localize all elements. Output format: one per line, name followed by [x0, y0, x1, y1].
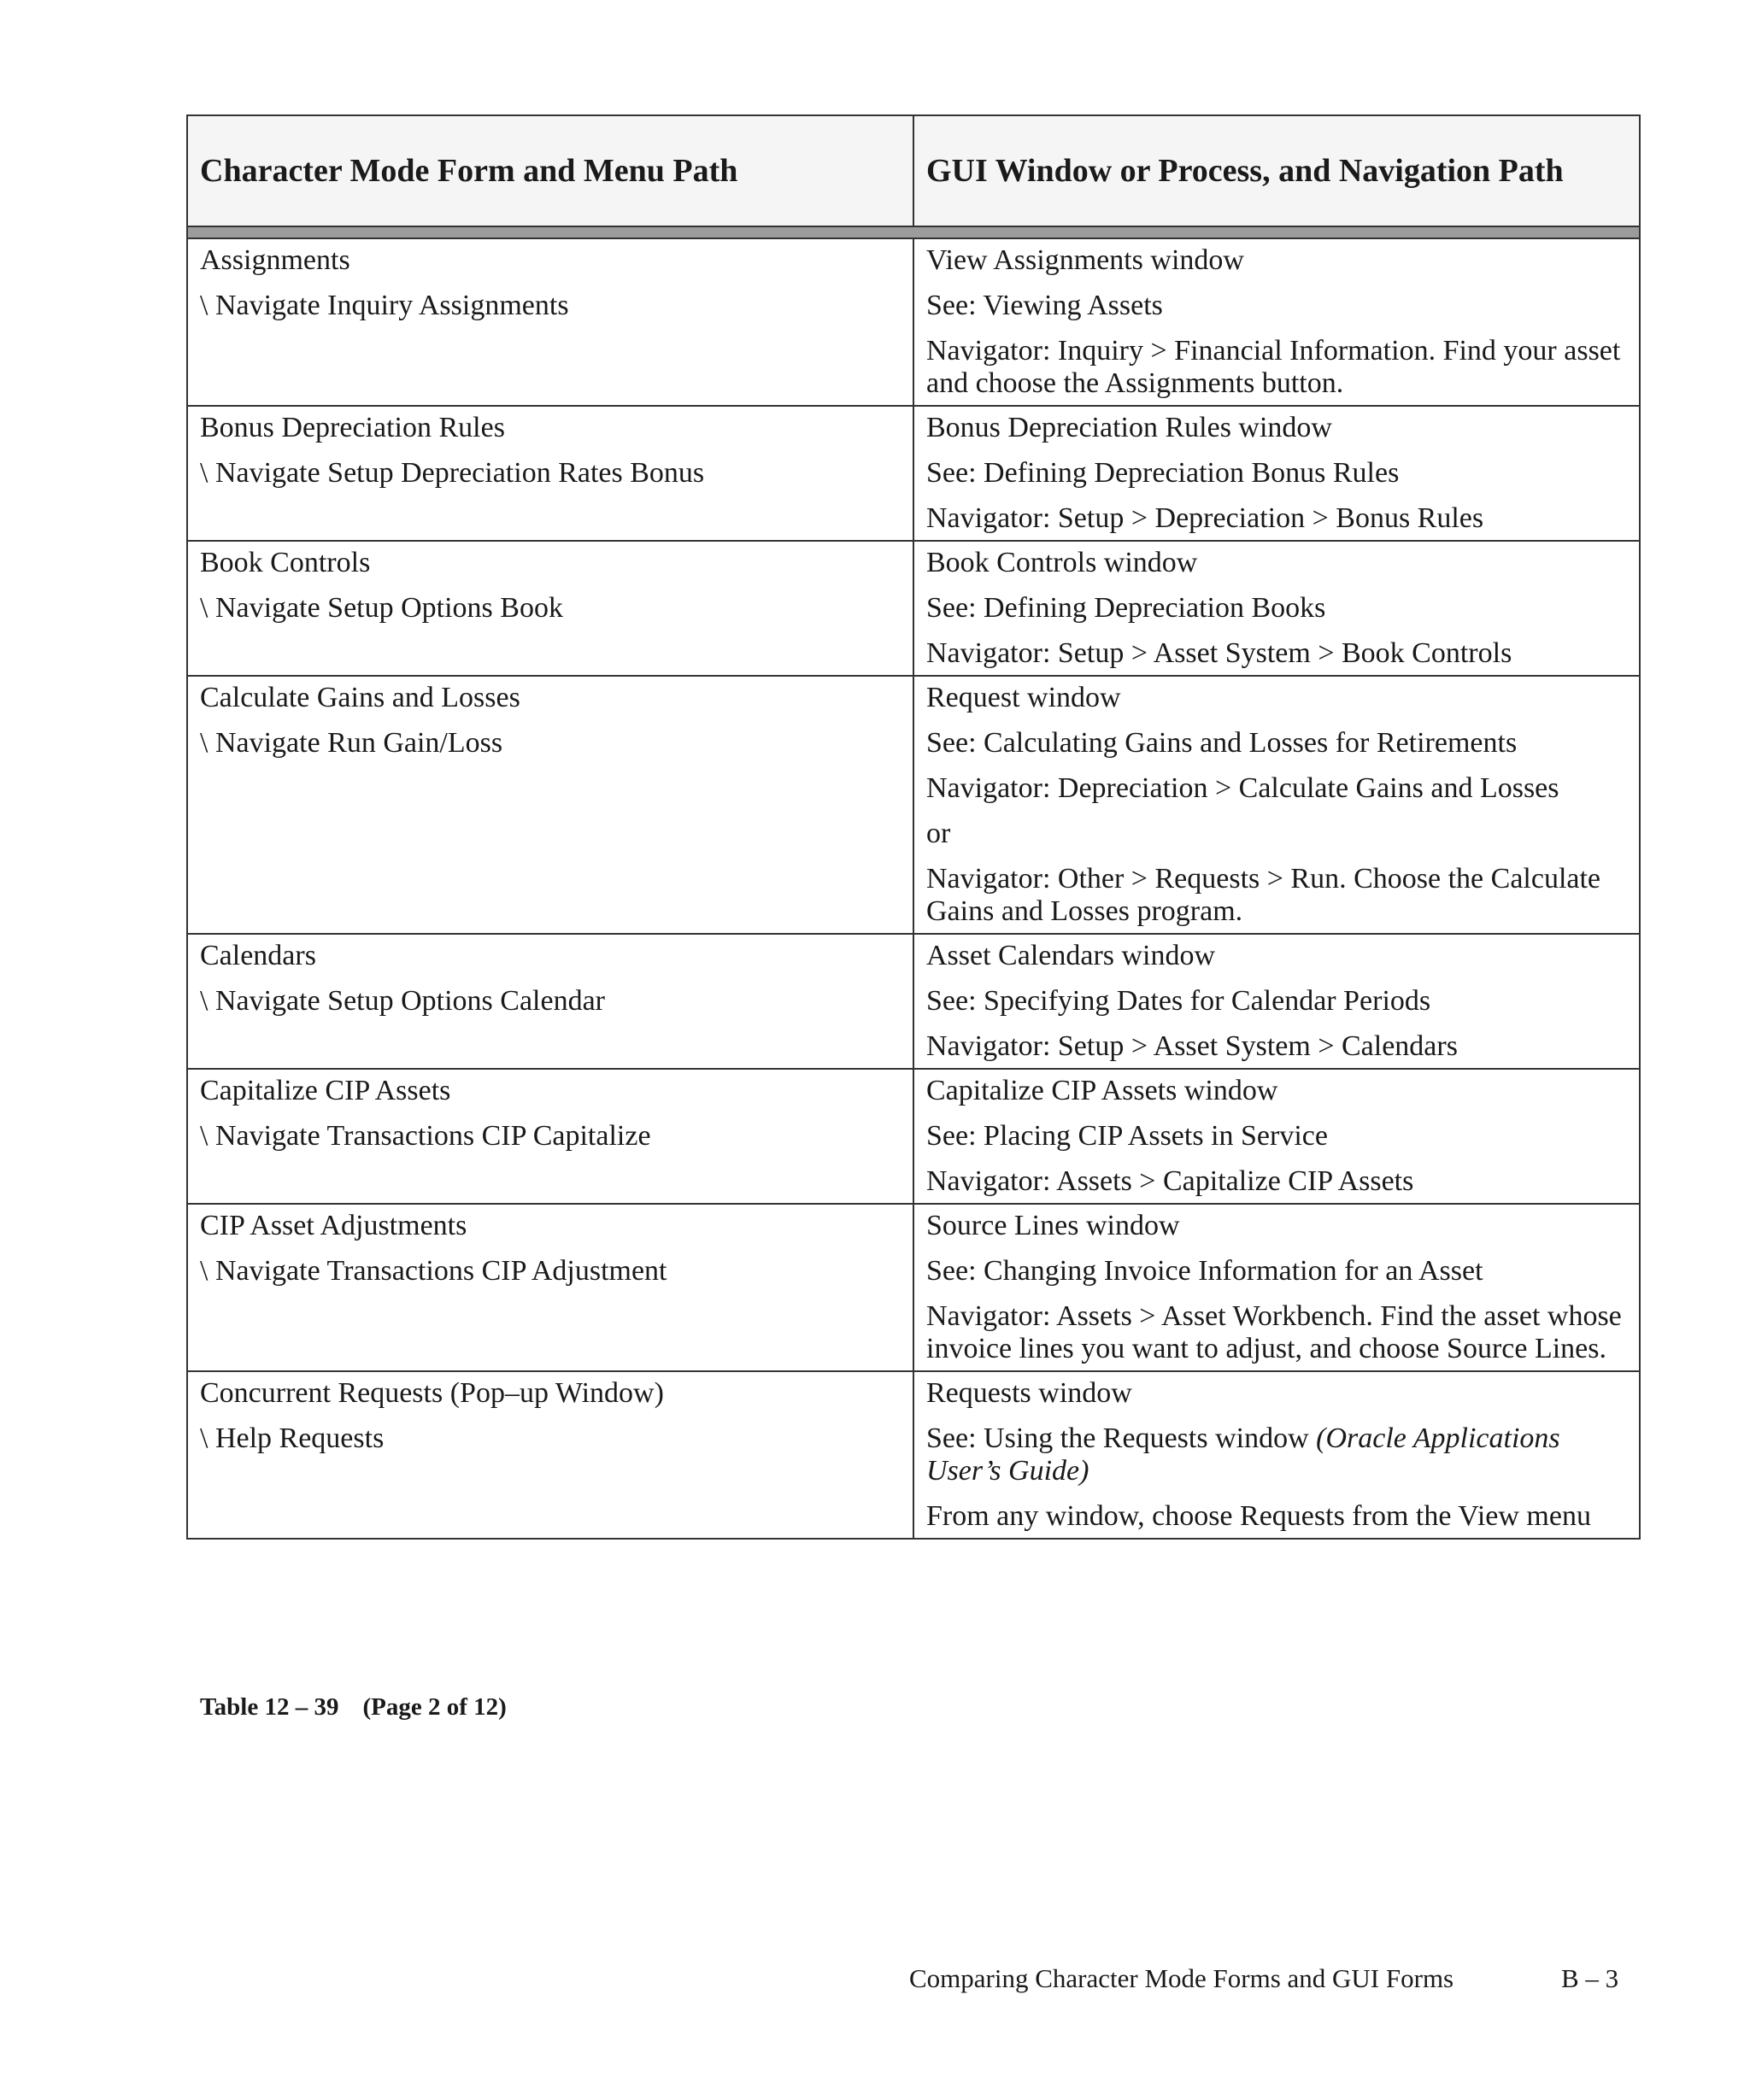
see-reference: See: Calculating Gains and Losses for Retirements	[926, 727, 1518, 759]
character-mode-cell	[187, 406, 913, 541]
see-reference: See: Specifying Dates for Calendar Periods	[926, 985, 1431, 1017]
character-mode-cell	[187, 676, 913, 934]
table-row	[187, 541, 1640, 676]
window-name: View Assignments window	[926, 244, 1244, 276]
footer-title: Comparing Character Mode Forms and GUI Forms	[909, 1963, 1454, 1993]
gui-window-cell	[913, 238, 1640, 406]
form-name: Bonus Depreciation Rules	[200, 412, 505, 443]
gui-window-cell	[913, 1371, 1640, 1539]
navigator-path: Navigator: Setup > Asset System > Calendars	[926, 1030, 1458, 1062]
form-name: Capitalize CIP Assets	[200, 1075, 451, 1106]
table-row	[187, 1069, 1640, 1204]
form-name: Concurrent Requests (Pop–up Window)	[200, 1377, 664, 1409]
character-mode-cell	[187, 541, 913, 676]
menu-path: \ Navigate Inquiry Assignments	[200, 290, 569, 321]
see-reference: See: Changing Invoice Information for an Asset	[926, 1255, 1483, 1287]
menu-path: \ Navigate Transactions CIP Adjustment	[200, 1255, 667, 1287]
table-caption	[200, 1693, 507, 1722]
window-name: Capitalize CIP Assets window	[926, 1075, 1278, 1106]
gui-window-cell	[913, 541, 1640, 676]
gui-window-cell	[913, 676, 1640, 934]
window-name: Book Controls window	[926, 547, 1198, 578]
character-mode-cell	[187, 1069, 913, 1204]
navigator-path: Navigator: Depreciation > Calculate Gains and Losses	[926, 772, 1559, 804]
page-info: (Page 2 of 12)	[362, 1693, 507, 1721]
table-number: Table 12 – 39	[200, 1693, 339, 1721]
window-name: Source Lines window	[926, 1210, 1180, 1241]
character-mode-cell	[187, 1204, 913, 1371]
footer-page-number: B – 3	[1561, 1963, 1619, 1993]
navigator-path-alternate: Navigator: Other > Requests > Run. Choose the Calculate Gains and Losses program.	[926, 863, 1601, 927]
column-header-gui-window: GUI Window or Process, and Navigation Path	[913, 115, 1640, 226]
form-name: Book Controls	[200, 547, 371, 578]
navigator-path: Navigator: Setup > Asset System > Book Controls	[926, 637, 1512, 669]
character-mode-cell	[187, 1371, 913, 1539]
menu-path: \ Navigate Setup Options Book	[200, 592, 563, 624]
gui-window-cell	[913, 1069, 1640, 1204]
form-name: CIP Asset Adjustments	[200, 1210, 467, 1241]
table-row	[187, 238, 1640, 406]
gui-window-cell	[913, 1204, 1640, 1371]
character-mode-cell	[187, 238, 913, 406]
table-row	[187, 1371, 1640, 1539]
window-name: Request window	[926, 682, 1121, 713]
menu-path: \ Navigate Run Gain/Loss	[200, 727, 503, 759]
navigator-path: Navigator: Assets > Asset Workbench. Find the asset whose invoice lines you want to adjust, and choose Source Lines.	[926, 1300, 1622, 1364]
column-header-character-mode: Character Mode Form and Menu Path	[187, 115, 913, 226]
navigator-path: Navigator: Assets > Capitalize CIP Assets	[926, 1165, 1414, 1197]
see-reference: See: Defining Depreciation Bonus Rules	[926, 457, 1400, 489]
menu-path: \ Help Requests	[200, 1422, 385, 1454]
navigator-path: Navigator: Setup > Depreciation > Bonus Rules	[926, 502, 1484, 534]
menu-path: \ Navigate Transactions CIP Capitalize	[200, 1120, 651, 1152]
see-reference	[926, 1422, 1629, 1487]
or-text: or	[926, 818, 951, 849]
form-name: Assignments	[200, 244, 350, 276]
gui-window-cell	[913, 406, 1640, 541]
window-name: Asset Calendars window	[926, 940, 1216, 971]
table-row	[187, 1204, 1640, 1371]
header-separator	[187, 226, 1640, 238]
navigator-path: Navigator: Inquiry > Financial Information. Find your asset and choose the Assignments button.	[926, 335, 1621, 399]
character-mode-cell	[187, 934, 913, 1069]
see-reference-text: See: Using the Requests window	[926, 1422, 1317, 1454]
menu-path: \ Navigate Setup Depreciation Rates Bonus	[200, 457, 705, 489]
table-row	[187, 934, 1640, 1069]
window-name: Requests window	[926, 1377, 1132, 1409]
table-header-row	[187, 115, 1640, 226]
see-reference: See: Viewing Assets	[926, 290, 1163, 321]
see-reference: See: Placing CIP Assets in Service	[926, 1120, 1328, 1152]
form-mapping-table	[186, 114, 1641, 1540]
guide-title: (Oracle Applications User’s Guide)	[926, 1422, 1560, 1487]
gui-window-cell	[913, 934, 1640, 1069]
menu-path: \ Navigate Setup Options Calendar	[200, 985, 606, 1017]
window-name: Bonus Depreciation Rules window	[926, 412, 1332, 443]
see-reference: See: Defining Depreciation Books	[926, 592, 1326, 624]
form-name: Calendars	[200, 940, 316, 971]
instruction-text: From any window, choose Requests from the View menu	[926, 1500, 1591, 1532]
table-row	[187, 406, 1640, 541]
form-name: Calculate Gains and Losses	[200, 682, 520, 713]
table-row	[187, 676, 1640, 934]
